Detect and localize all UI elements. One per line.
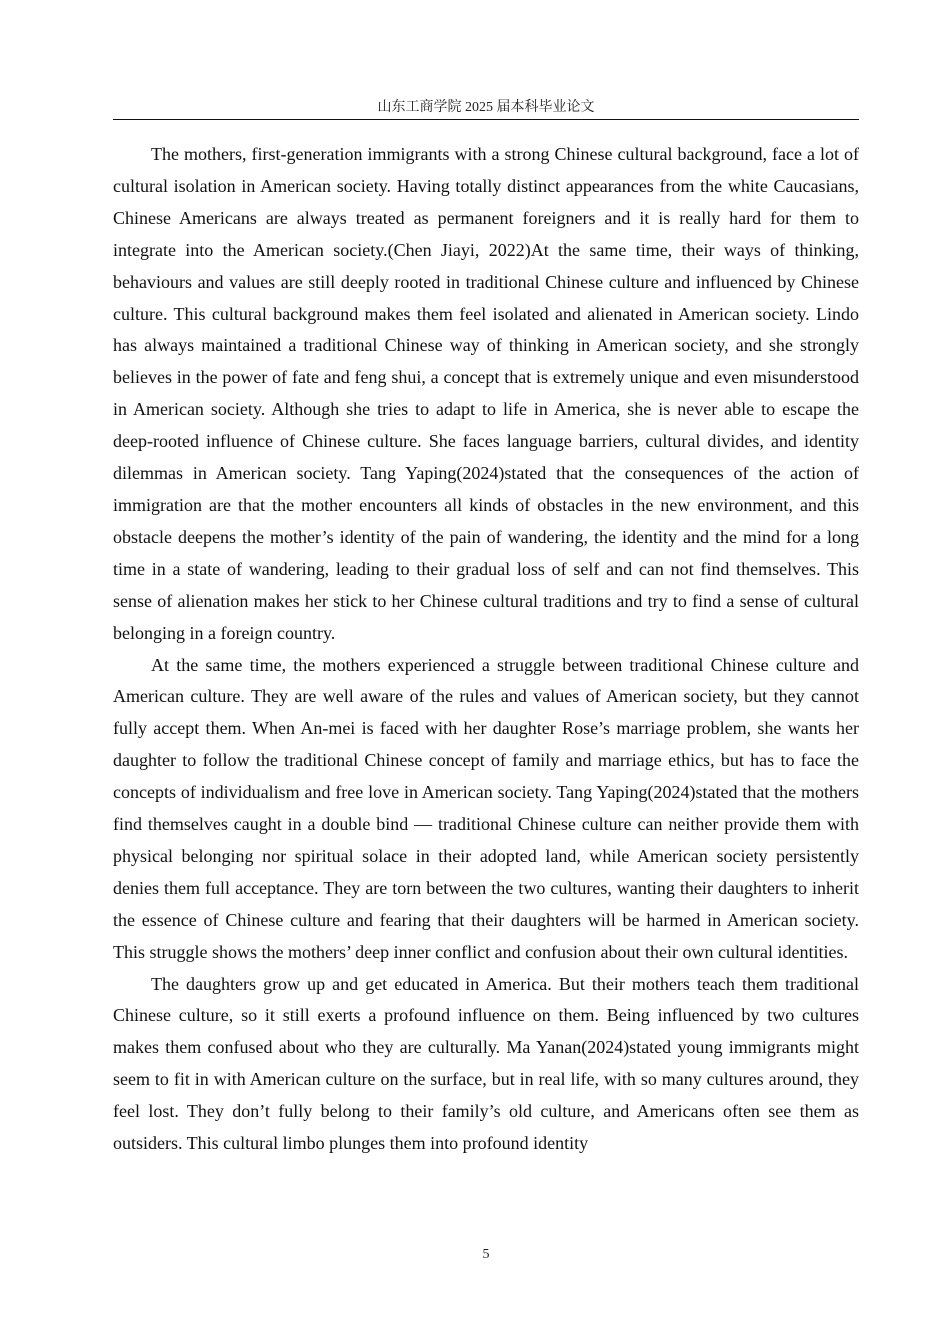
paragraph-3: The daughters grow up and get educated in America. But their mothers teach them traditional Chinese culture, so it still exerts a profound influence on them. Being influenced by two cultures makes them confused about who they are culturally. Ma Yanan(2024)stated young immigrants might seem to fit in with American culture on the surface, but in real life, with so many cultures around, they feel lost. They don’t fully belong to their family’s old culture, and Americans often see them as outsiders. This cultural limbo plunges them into profound identity (113, 973, 859, 1154)
header-rule (113, 119, 859, 120)
paragraph-2: At the same time, the mothers experienced a struggle between traditional Chinese culture and American culture. They are well aware of the rules and values of American society, but they cannot fully accept them. When An-mei is faced with her daughter Rose’s marriage problem, she wants her daughter to follow the traditional Chinese concept of family and marriage ethics, but has to face the concepts of individualism and free love in American society. Tang Yaping(2024)stated that the mothers find themselves caught in a double bind — traditional Chinese culture can neither provide them with physical belonging nor spiritual solace in their adopted land, while American society persistently denies them full acceptance. They are torn between the two cultures, wanting their daughters to inherit the essence of Chinese culture and fearing that their daughters will be harmed in American society. This struggle shows the mothers’ deep inner conflict and confusion about their own cultural identities. (113, 654, 859, 962)
running-header: 山东工商学院 2025 届本科毕业论文 (377, 100, 595, 115)
page-number: 5 (482, 1247, 490, 1262)
paragraph-1: The mothers, first-generation immigrants with a strong Chinese cultural background, face a lot of cultural isolation in American society. Having totally distinct appearances from the white Caucasians, Chinese Americans are always treated as permanent foreigners and it is really hard for them to integrate into the American society.(Chen Jiayi, 2022)At the same time, their ways of thinking, behaviours and values are still deeply rooted in traditional Chinese culture and influenced by Chinese culture. This cultural background makes them feel isolated and alienated in American society. Lindo has always maintained a traditional Chinese way of thinking in American society, and she strongly believes in the power of fate and feng shui, a concept that is extremely unique and even misunderstood in American society. Although she tries to adapt to life in America, she is never able to escape the deep-rooted influence of Chinese culture. She faces language barriers, cultural divides, and identity dilemmas in American society. Tang Yaping(2024)stated that the consequences of the action of immigration are that the mother encounters all kinds of obstacles in the new environment, and this obstacle deepens the mother’s identity of the pain of wandering, the identity and the mind for a long time in a state of wandering, leading to their gradual loss of self and can not find themselves. This sense of alienation makes her stick to her Chinese cultural traditions and try to find a sense of cultural belonging in a foreign country. (113, 144, 859, 643)
body-text (113, 139, 859, 1160)
